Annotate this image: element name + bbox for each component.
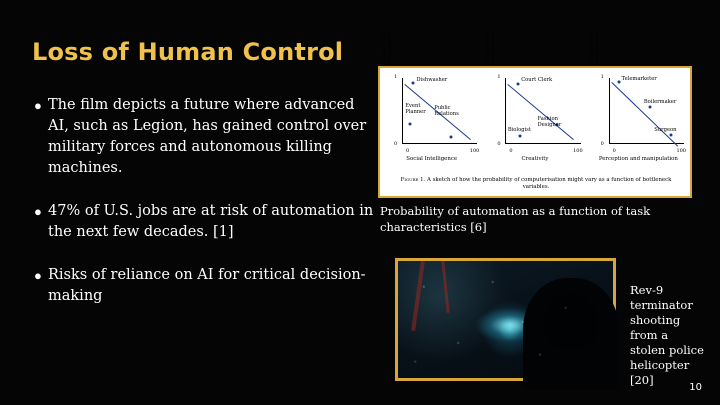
chart-point-label: Court Clerk <box>521 77 553 83</box>
bullet-text: Risks of reliance on AI for critical decision-making <box>48 267 366 304</box>
figure-automation-chart <box>378 29 692 198</box>
chart-point <box>412 82 415 85</box>
chart-x-axis-label: Perception and manipulation <box>598 156 678 162</box>
list-item <box>34 265 374 307</box>
chart-row <box>380 29 690 164</box>
chart-point-label: Dishwasher <box>416 77 448 83</box>
bullet-text: 47% of U.S. jobs are at risk of automation in the next few decades. [1] <box>48 203 374 240</box>
chart-point-label: Boilermaker <box>643 98 677 105</box>
figure-caption-label: Figure 1. <box>400 177 426 183</box>
chart-point <box>449 135 452 138</box>
photo-image <box>398 261 613 378</box>
chart-x-tick-left: 0 <box>406 148 410 154</box>
chart-y-tick-bottom: 0 <box>497 141 501 147</box>
chart-y-tick-top: 1 <box>497 74 501 80</box>
list-item <box>34 95 374 179</box>
figure-caption-below: Probability of automation as a function of task characteristics [6] <box>380 204 651 234</box>
chart-point-label: Fashion Designer <box>537 115 562 128</box>
chart-y-axis-label: Probability of Computerisation <box>382 29 392 65</box>
chart-plot-area <box>609 78 684 144</box>
helicopter-photo <box>395 258 616 381</box>
chart-point <box>517 82 520 85</box>
bullet-list <box>34 95 374 329</box>
chart-y-axis-label: Probability of Computerisation <box>588 29 599 65</box>
page-title: Loss of Human Control <box>32 38 344 66</box>
bullet-text: The film depicts a future where advanced AI, such as Legion, has gained control over military forces and autonomous killing machines. <box>48 97 367 176</box>
chart-x-axis-label: Creativity <box>521 156 549 162</box>
slide-number: 10 <box>689 382 702 393</box>
chart-point <box>648 106 651 109</box>
chart-y-tick-top: 1 <box>600 74 604 80</box>
chart-x-tick-left: 0 <box>509 148 513 154</box>
bullet-marker-icon: ● <box>34 268 42 283</box>
chart-x-axis-label: Social Intelligence <box>406 156 458 162</box>
chart-point <box>409 122 412 125</box>
chart-point <box>669 134 672 137</box>
chart-point <box>518 134 521 137</box>
chart-y-tick-bottom: 0 <box>600 141 604 147</box>
photo-caption: Rev-9 terminator shooting from a stolen police helicopter [20] <box>630 283 704 387</box>
chart-x-tick-right: 100 <box>573 148 583 154</box>
chart-point-label: Biologist <box>507 127 531 134</box>
chart-y-tick-top: 1 <box>394 74 398 80</box>
figure-internal-caption <box>390 177 682 191</box>
chart-x-tick-right: 100 <box>676 148 686 154</box>
list-item <box>34 201 374 243</box>
chart-x-tick-left: 0 <box>612 148 616 154</box>
chart-plot-area <box>402 78 477 144</box>
bullet-marker-icon: ● <box>34 204 42 219</box>
chart-point <box>617 80 620 83</box>
chart-point-label: Surgeon <box>654 127 677 134</box>
chart-point-label: Telemarketer <box>621 76 657 82</box>
chart-creativity <box>483 29 586 164</box>
chart-plot-area <box>505 78 580 144</box>
figure-caption-text: A sketch of how the probability of computerisation might vary as a function of bottleneck variables. <box>426 177 672 190</box>
chart-point-label: Event Planner <box>405 102 426 115</box>
chart-y-axis-label: Probability of Computerisation <box>485 29 496 65</box>
bullet-marker-icon: ● <box>34 98 42 113</box>
chart-social-intelligence <box>380 29 483 164</box>
chart-y-tick-bottom: 0 <box>394 141 398 147</box>
photo-grain-overlay <box>398 261 613 378</box>
chart-perception-manipulation <box>587 29 690 164</box>
chart-trend-line <box>611 82 678 147</box>
chart-x-tick-right: 100 <box>469 148 480 154</box>
chart-point-label: Public Relations <box>434 105 459 118</box>
